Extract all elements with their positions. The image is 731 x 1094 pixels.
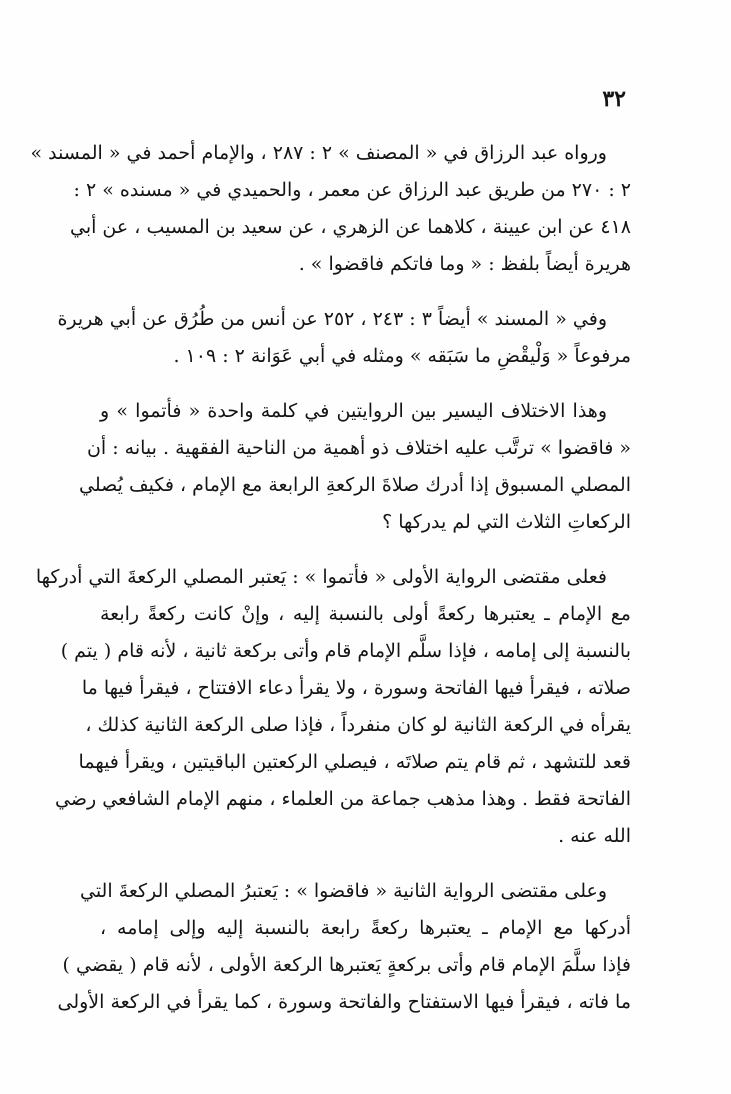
text-line: ٢ : ٢٧٠ من طريق عبد الرزاق عن معمر ، والحميدي في « مسنده » ٢ : — [73, 179, 631, 201]
text-line: مرفوعاً « وَلْيقْضِ ما سَبَقه » ومثله في أبي عَوَانة ٢ : ١٠٩ . — [173, 345, 631, 367]
body-text — [30, 135, 631, 1039]
paragraph-4 — [35, 559, 631, 855]
text-line: ورواه عبد الرزاق في « المصنف » ٢ : ٢٨٧ ، والإمام أحمد في « المسند » — [30, 142, 607, 164]
page-number: ٣٢ — [602, 86, 626, 112]
text-line: الفاتحة فقط . وهذا مذهب جماعة من العلماء ، منهم الإمام الشافعي رضي — [55, 788, 631, 810]
text-line: المصلي المسبوق إذا أدرك صلاةَ الركعةِ الرابعة مع الإمام ، فكيف يُصلي — [79, 474, 631, 496]
text-line: وفي « المسند » أيضاً ٣ : ٢٤٣ ، ٢٥٢ عن أنس من طُرُق عن أبي هريرة — [57, 308, 607, 330]
text-line: ما فاته ، فيقرأ فيها الاستفتاح والفاتحة وسورة ، كما يقرأ في الركعة الأولى — [57, 991, 631, 1013]
text-line: أدركها مع الإمام ـ يعتبرها ركعةً رابعة بالنسبة إليه وإلى إمامه ، — [100, 917, 631, 939]
text-line: « فاقضوا » ترتَّب عليه اختلاف ذو أهمية من الناحية الفقهية . بيانه : أن — [86, 437, 631, 459]
paragraph-2 — [57, 301, 631, 375]
text-line: فعلى مقتضى الرواية الأولى « فأتموا » : يَعتبر المصلي الركعةَ التي أدركها — [35, 566, 607, 588]
text-line: بالنسبة إلى إمامه ، فإذا سلَّم الإمام قام وأتى بركعة ثانية ، لأنه قام ( يتم ) — [60, 640, 631, 662]
text-line: وعلى مقتضى الرواية الثانية « فاقضوا » : يَعتبرُ المصلي الركعةَ التي — [79, 880, 607, 902]
text-line: هريرة أيضاً بلفظ : « وما فاتكم فاقضوا » . — [298, 253, 631, 275]
text-line: يقرأه في الركعة الثانية لو كان منفرداً ، فإذا صلى الركعة الثانية كذلك ، — [85, 714, 631, 736]
text-line: وهذا الاختلاف اليسير بين الروايتين في كلمة واحدة « فأتموا » و — [100, 400, 607, 422]
paragraph-3 — [79, 393, 631, 541]
paragraph-1 — [30, 135, 631, 283]
text-line: صلاته ، فيقرأ فيها الفاتحة وسورة ، ولا يقرأ دعاء الافتتاح ، فيقرأ فيها ما — [81, 677, 631, 699]
text-line: ٤١٨ عن ابن عيينة ، كلاهما عن الزهري ، عن سعيد بن المسيب ، عن أبي — [69, 216, 631, 238]
text-line: قعد للتشهد ، ثم قام يتم صلاتَه ، فيصلي الركعتين الباقيتين ، ويقرأ فيهما — [78, 751, 631, 773]
paragraph-5 — [57, 873, 631, 1021]
text-line: مع الإمام ـ يعتبرها ركعةً أولى بالنسبة إليه ، وإنْ كانت ركعةً رابعة — [100, 603, 631, 625]
text-line: فإذا سلَّمَ الإمام قام وأتى بركعةٍ يَعتبرها الركعة الأولى ، لأنه قام ( يقضي ) — [62, 954, 631, 976]
text-line: الركعاتِ الثلاث التي لم يدركها ؟ — [382, 511, 631, 533]
text-line: الله عنه . — [558, 825, 631, 847]
